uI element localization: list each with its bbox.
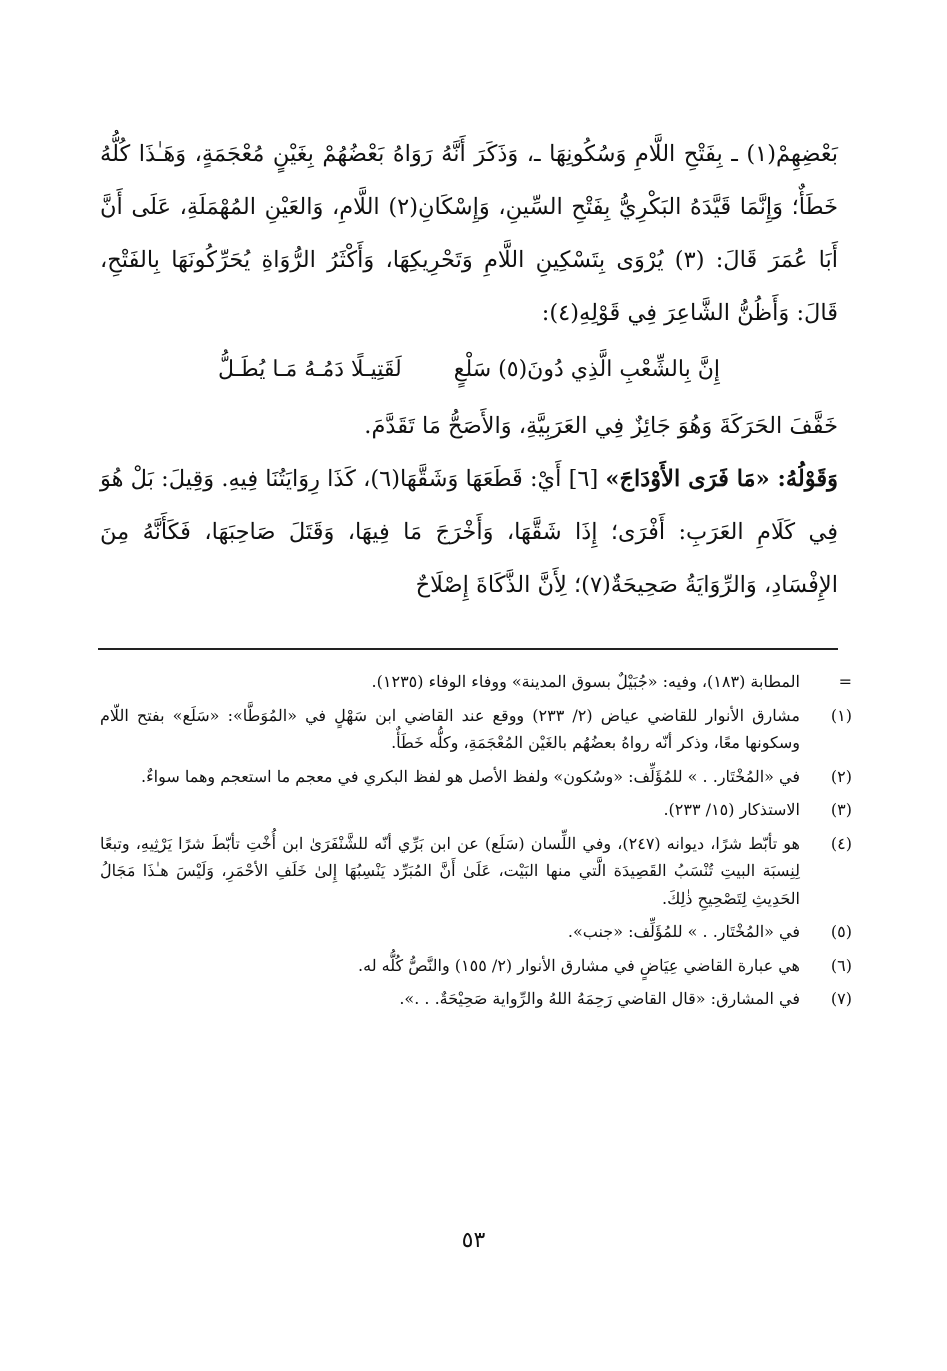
footnote-2	[100, 763, 852, 791]
main-text	[100, 128, 838, 612]
footnote-marker: (١)	[830, 705, 852, 725]
footnote-6	[100, 952, 852, 980]
footnote-1	[100, 702, 852, 757]
footnote-text: مشارق الأنوار للقاضي عياض (٢/ ٢٣٣) ووقع عند القاضي ابن سَهْلٍ في «المُوَطَّا»: «سَلَع» بفتح اللّام وسكونها معًا، وذكر أنّه رواهُ بعضُهُم بالغَيْن المُعْجَمَةِ، وكلُّه خَطَأٌ.	[100, 705, 800, 752]
paragraph-3	[100, 453, 838, 612]
footnote-marker: (٦)	[830, 955, 852, 975]
footnote-text: هي عبارة القاضي عِيَاضٍ في مشارق الأنوار (٢/ ١٥٥) والنَّصُّ كُلُّه له.	[358, 955, 800, 975]
footnote-continuation	[100, 668, 852, 696]
footnote-marker: (٤)	[830, 833, 852, 853]
poetry-verse	[100, 340, 838, 400]
footnote-marker: =	[838, 672, 852, 691]
footnote-marker: (٣)	[830, 800, 852, 819]
footnote-marker: (٥)	[830, 922, 852, 941]
footnote-text: في «المُخْتَار. . » للمُؤَلِّف: «جنب».	[567, 922, 800, 941]
quoted-phrase: وَقَوْلُهُ: «مَا فَرَى الأَوْدَاجَ»	[605, 466, 838, 492]
footnote-3	[100, 796, 852, 824]
footnote-marker: (٢)	[830, 766, 852, 786]
footnote-text: هو تأبّط شرًا، ديوانه (٢٤٧)، وفي اللِّسان (سَلَع) عن ابن بَرِّي أنّه للشَّنْفَرَىٰ ابن أُخْتِ تأبّطَ شرًا يَرْثِيهِ، وتبعًا لِنِسبَة البيتِ تُنْسَبُ القَصِيدَة الَّتي منها البَيْت، عَلَىٰ أَنَّ المُبَرِّد يَنْسِبُهَا إِلىٰ خَلَفِ الأحْمَرِ، وَلَيْسَ هـٰذَا مَجَالُ الحَدِيثِ لِتَصْحِيحِ ذٰلِكَ.	[100, 833, 800, 908]
footnote-5	[100, 918, 852, 946]
footnote-text: في المشارق: «قال القاضي رَحِمَهُ اللهُ والرِّواية صَحِيْحَةٌ. . .».	[399, 989, 800, 1008]
paragraph-3-text: [٦] أَيْ: قَطَعَهَا وَشَقَّهَا(٦)، كَذَا رِوَايَتُنَا فِيهِ. وَقِيلَ: بَلْ هُوَ فِي كَلَامِ العَرَبِ: أَفْرَى؛ إِذَا شَقَّهَا، وَأَخْرَجَ مَا فِيهَا، وَقَتَلَ صَاحِبَهَا، فَكَأَنَّهُ مِنَ الإِفْسَادِ، وَالرِّوَايَةُ صَحِيحَةٌ(٧)؛ لِأَنَّ الذَّكَاةَ إِصْلَاحٌ	[100, 466, 838, 598]
page-number: ٥٣	[461, 1228, 486, 1253]
verse-second-hemistich: لَقَتِيـلًا دَمُـهُ مَـا يُطَـلُّ	[218, 357, 402, 382]
footnote-4	[100, 830, 852, 913]
footnote-text: المطابة (١٨٣)، وفيه: «جُبَيْلٌ بسوق المدينة» ووفاء الوفاء (١٢٣٥).	[371, 672, 800, 691]
footnote-marker: (٧)	[830, 989, 852, 1008]
paragraph-1: بَعْضِهِمْ(١) ـ بِفَتْحِ اللَّامِ وَسُكُونِهَا ـ، وَذَكَرَ أَنَّهُ رَوَاهُ بَعْضُهُمْ بِغَيْنٍ مُعْجَمَةٍ، وَهَـٰذَا كُلُّهُ خَطَأٌ؛ وَإِنَّمَا قَيَّدَهُ البَكْرِيُّ بِفَتْحِ السِّينِ، وَإِسْكَانِ(٢) اللَّامِ، وَالعَيْنِ المُهْمَلَةِ، عَلَى أَنَّ أَبَا عُمَرَ قَالَ: (٣) يُرْوَى بِتَسْكِينِ اللَّامِ وَتَحْرِيكِهَا، وَأَكْثَرُ الرُّوَاةِ يُحَرِّكُونَهَا بِالفَتْحِ، قَالَ: وَأَظُنُّ الشَّاعِرَ فِي قَوْلِهِ(٤):	[100, 141, 838, 326]
paragraph-2: خَفَّفَ الحَرَكَةَ وَهُوَ جَائِزٌ فِي العَرَبِيَّةِ، وَالأَصَحُّ مَا تَقَدَّمَ.	[364, 413, 838, 439]
footnote-text: الاستذكار (١٥/ ٢٣٣).	[663, 800, 800, 819]
verse-first-hemistich: إِنَّ بِالشِّعْبِ الَّذِي دُونَ(٥) سَلْعٍ	[453, 357, 720, 382]
footnote-text: في «المُخْتَار. . » للمُؤَلِّف: «وسُكون» ولفظ الأصل هو لفظ البكري في معجم ما استعجم وهما سواءٌ.	[141, 766, 800, 786]
footnote-divider	[98, 648, 838, 650]
footnote-7	[100, 985, 852, 1013]
footnotes	[100, 668, 852, 1019]
